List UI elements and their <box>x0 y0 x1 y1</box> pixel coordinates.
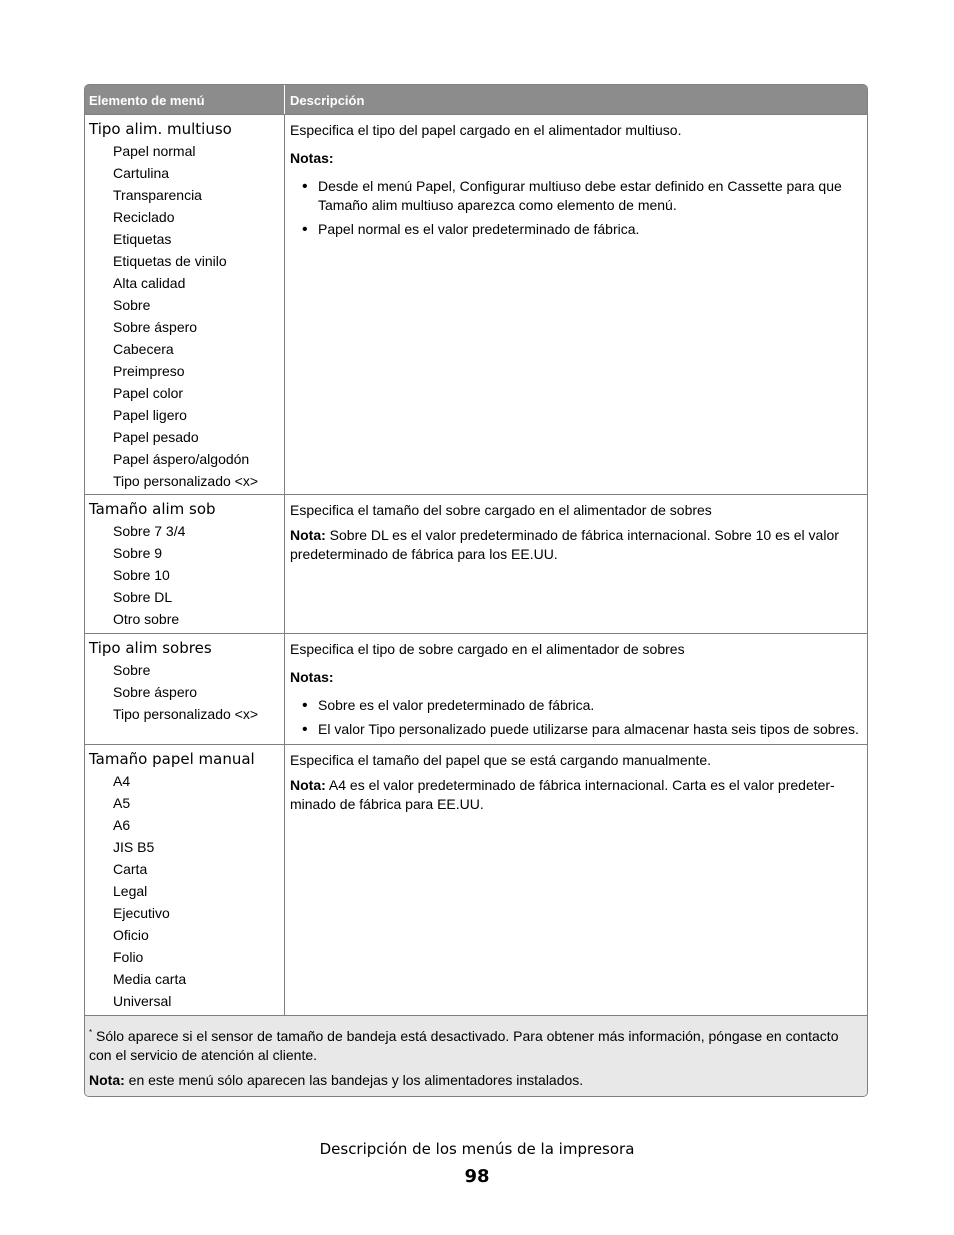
menu-option: Sobre 7 3/4 <box>113 523 186 539</box>
note-bullet: • El valor Tipo personalizado puede utilizarse para almacenar hasta seis tipos de sobres. <box>290 720 863 739</box>
menu-item-title: Tipo alim sobres <box>89 639 212 657</box>
page-footer-title: Descripción de los menús de la impresora <box>319 1140 635 1158</box>
note-label: Nota: <box>290 527 326 543</box>
description-cell <box>285 745 867 1015</box>
description-text: Especifica el tamaño del papel que se está cargando manualmente. <box>290 752 712 768</box>
note-bullet: • Desde el menú Papel, Configurar multiuso debe estar definido en Cassette para que Tamaño alim multiuso aparezca como elemento de menú. <box>290 177 863 215</box>
menu-option: Tipo personalizado <x> <box>113 473 259 489</box>
menu-option: Papel normal <box>113 143 196 159</box>
table-row <box>85 633 867 744</box>
description-text: Especifica el tamaño del sobre cargado en el alimentador de sobres <box>290 502 712 518</box>
menu-item-cell <box>85 745 285 1015</box>
menu-option: Transparencia <box>113 187 202 203</box>
menu-option: Papel áspero/algodón <box>113 451 250 467</box>
menu-option-list <box>89 770 284 1012</box>
menu-option: Papel color <box>113 385 184 401</box>
description-cell <box>285 634 867 744</box>
menu-option: Papel pesado <box>113 429 199 445</box>
menu-option: Sobre 10 <box>113 567 170 583</box>
menu-option: Sobre <box>113 297 151 313</box>
menu-option: Sobre áspero <box>113 684 198 700</box>
header-menu-item: Elemento de menú <box>85 85 285 114</box>
menu-option: Carta <box>113 861 148 877</box>
notes-label: Notas: <box>290 669 334 685</box>
header-description: Descripción <box>290 93 365 108</box>
menu-option: A6 <box>113 817 131 833</box>
menu-option: Sobre <box>113 662 151 678</box>
description-cell <box>285 115 867 494</box>
footnote-text: Sólo aparece si el sensor de tamaño de bandeja está desactivado. Para obtener más información, póngase en contacto con el servicio de atención al cliente. <box>89 1028 839 1063</box>
table-footnote <box>85 1015 867 1096</box>
menu-item-cell <box>85 115 285 494</box>
note-paragraph <box>290 526 863 564</box>
menu-option: Alta calidad <box>113 275 186 291</box>
menu-option: Ejecutivo <box>113 905 170 921</box>
menu-option-list <box>89 659 284 725</box>
menu-option: Media carta <box>113 971 187 987</box>
description-text: Especifica el tipo de sobre cargado en el alimentador de sobres <box>290 641 685 657</box>
menu-option-list <box>89 520 284 630</box>
table-row <box>85 494 867 633</box>
menu-item-cell <box>85 495 285 633</box>
menu-item-cell <box>85 634 285 744</box>
menu-option: Cartulina <box>113 165 170 181</box>
notes-label: Notas: <box>290 150 334 166</box>
menu-option: Tipo personalizado <x> <box>113 706 259 722</box>
footnote-marker: * <box>89 1028 93 1037</box>
menu-option: A5 <box>113 795 131 811</box>
menu-option: Oficio <box>113 927 149 943</box>
note-bullet: • Sobre es el valor predeterminado de fábrica. <box>290 696 863 715</box>
menu-item-title: Tamaño alim sob <box>89 500 216 518</box>
menu-option: Sobre áspero <box>113 319 198 335</box>
menu-table <box>84 84 868 1097</box>
notes-list <box>290 696 863 739</box>
menu-item-title: Tipo alim. multiuso <box>89 120 232 138</box>
footnote-paragraph <box>89 1023 863 1065</box>
menu-option-list <box>89 140 284 492</box>
menu-option: Legal <box>113 883 148 899</box>
menu-option: A4 <box>113 773 131 789</box>
menu-option: Sobre DL <box>113 589 173 605</box>
menu-option: JIS B5 <box>113 839 155 855</box>
menu-option: Cabecera <box>113 341 174 357</box>
table-row <box>85 114 867 494</box>
table-header <box>85 85 867 114</box>
menu-option: Preimpreso <box>113 363 185 379</box>
menu-option: Universal <box>113 993 172 1009</box>
menu-option: Folio <box>113 949 144 965</box>
footnote-note-label: Nota: <box>89 1072 125 1088</box>
menu-option: Etiquetas <box>113 231 172 247</box>
menu-option: Reciclado <box>113 209 175 225</box>
table-row <box>85 744 867 1015</box>
note-label: Nota: <box>290 777 326 793</box>
menu-option: Papel ligero <box>113 407 187 423</box>
menu-option: Etiquetas de vinilo <box>113 253 227 269</box>
notes-list <box>290 177 863 239</box>
menu-option: Otro sobre <box>113 611 180 627</box>
note-text: Sobre DL es el valor predeterminado de fábrica internacional. Sobre 10 es el valor predeterminado de fábrica para los EE.UU. <box>290 527 839 562</box>
footnote-note-text: en este menú sólo aparecen las bandejas y los alimentadores instalados. <box>124 1072 584 1088</box>
menu-option: Sobre 9 <box>113 545 163 561</box>
note-bullet: • Papel normal es el valor predeterminado de fábrica. <box>290 220 863 239</box>
page-number: 98 <box>464 1166 490 1187</box>
footnote-note <box>89 1071 863 1090</box>
description-text: Especifica el tipo del papel cargado en el alimentador multiuso. <box>290 122 682 138</box>
note-text: A4 es el valor predeterminado de fábrica internacional. Carta es el valor predeter-minado de fábrica para EE.UU. <box>290 777 835 812</box>
description-cell <box>285 495 867 633</box>
menu-item-title: Tamaño papel manual <box>89 750 255 768</box>
note-paragraph <box>290 776 863 814</box>
